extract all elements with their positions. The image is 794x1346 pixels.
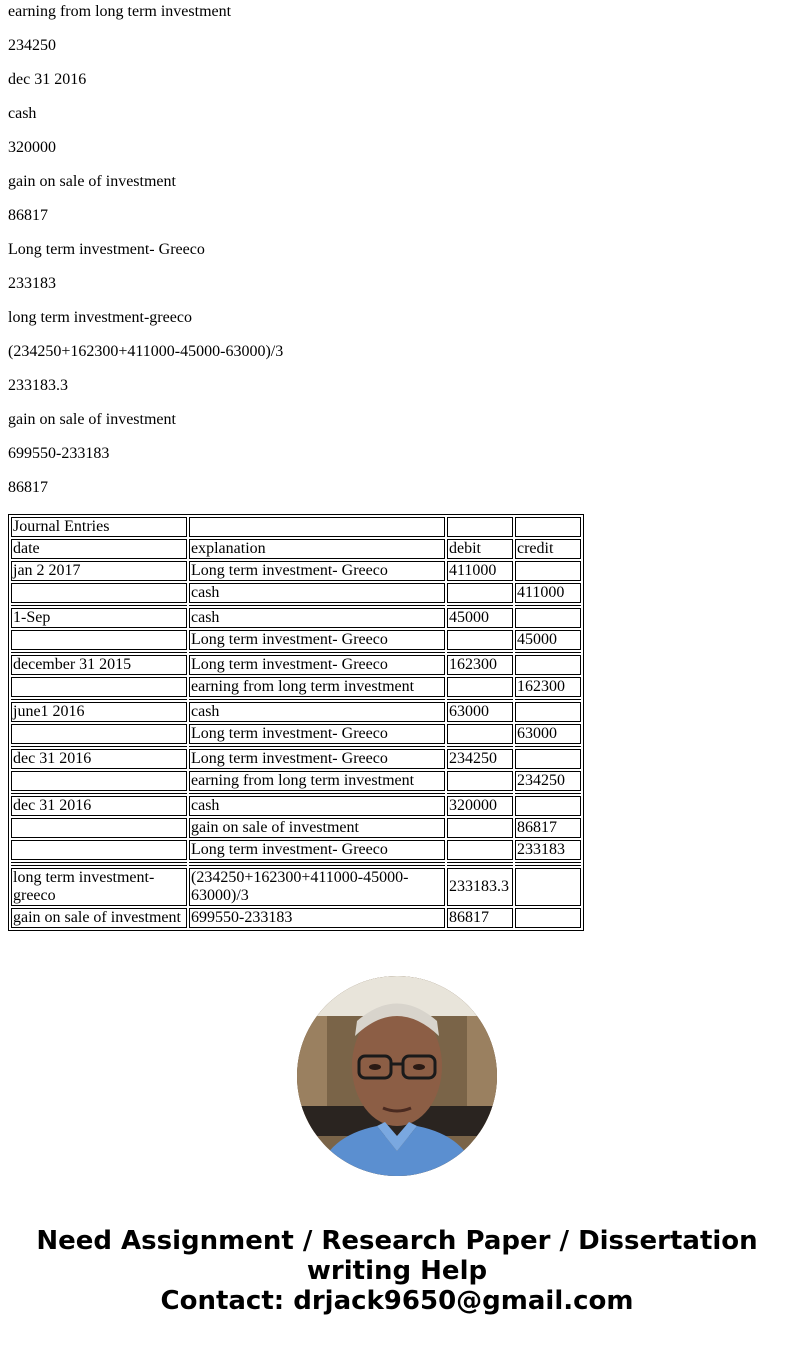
cell-credit [515, 561, 581, 581]
contact-banner [0, 1226, 794, 1316]
text-line: 233183 [8, 275, 56, 292]
cta-contact-email[interactable]: Contact: drjack9650@gmail.com [160, 1286, 634, 1316]
cell-date [11, 840, 187, 860]
cell-explanation: (234250+162300+411000-45000-63000)/3 [189, 868, 445, 906]
text-line: 699550-233183 [8, 445, 110, 462]
author-photo [297, 976, 497, 1176]
text-line: cash [8, 105, 37, 122]
row-separator [11, 862, 581, 863]
cell-debit: 233183.3 [447, 868, 513, 906]
cell-explanation: Long term investment- Greeco [189, 749, 445, 769]
row-separator [11, 865, 581, 866]
cell-date [11, 724, 187, 744]
cell-credit: 86817 [515, 818, 581, 838]
cell-credit [515, 702, 581, 722]
column-header-date: date [11, 539, 187, 559]
cell-debit [447, 630, 513, 650]
cell-date: dec 31 2016 [11, 749, 187, 769]
cell-credit [515, 655, 581, 675]
row-separator [11, 699, 581, 700]
table-row [11, 724, 581, 744]
table-row [11, 908, 581, 928]
text-line: 233183.3 [8, 377, 68, 394]
text-line: Long term investment- Greeco [8, 241, 205, 258]
cell-debit: 411000 [447, 561, 513, 581]
table-row [11, 583, 581, 603]
cell-explanation: earning from long term investment [189, 677, 445, 697]
column-header-debit: debit [447, 539, 513, 559]
row-separator [11, 605, 581, 606]
cell-explanation: cash [189, 608, 445, 628]
table-row [11, 655, 581, 675]
cell-explanation: cash [189, 796, 445, 816]
text-line: dec 31 2016 [8, 71, 87, 88]
column-header-credit: credit [515, 539, 581, 559]
cell-date [11, 677, 187, 697]
row-separator [11, 793, 581, 794]
cell-explanation: 699550-233183 [189, 908, 445, 928]
cell-date [11, 771, 187, 791]
text-line: (234250+162300+411000-45000-63000)/3 [8, 343, 284, 360]
text-line: gain on sale of investment [8, 173, 176, 190]
table-row [11, 840, 581, 860]
cell-credit [515, 796, 581, 816]
cell-credit: 162300 [515, 677, 581, 697]
text-line: earning from long term investment [8, 3, 232, 20]
cell-explanation: cash [189, 583, 445, 603]
cell-debit [447, 724, 513, 744]
cell-debit: 63000 [447, 702, 513, 722]
table-row [11, 771, 581, 791]
text-line: long term investment-greeco [8, 309, 192, 326]
cell-debit [447, 840, 513, 860]
cell-date: 1-Sep [11, 608, 187, 628]
cell-explanation: gain on sale of investment [189, 818, 445, 838]
avatar [297, 976, 497, 1176]
table-row [11, 749, 581, 769]
cell-date: december 31 2015 [11, 655, 187, 675]
row-separator [11, 746, 581, 747]
cell-date: june1 2016 [11, 702, 187, 722]
cell-explanation: earning from long term investment [189, 771, 445, 791]
cell-credit: 411000 [515, 583, 581, 603]
cell-credit [515, 608, 581, 628]
column-header-explanation: explanation [189, 539, 445, 559]
table-header-row [11, 539, 581, 559]
cell-debit [447, 677, 513, 697]
text-line: 234250 [8, 37, 56, 54]
cell-explanation: Long term investment- Greeco [189, 724, 445, 744]
text-lines [8, 3, 768, 513]
table-row [11, 608, 581, 628]
cell-date: long term investment-greeco [11, 868, 187, 906]
cell-debit: 45000 [447, 608, 513, 628]
cell-date [11, 583, 187, 603]
table-row [11, 796, 581, 816]
cell-explanation: cash [189, 702, 445, 722]
cell-debit: 234250 [447, 749, 513, 769]
table-title: Journal Entries [11, 517, 187, 537]
cell-credit: 234250 [515, 771, 581, 791]
table-row [11, 561, 581, 581]
text-line: 86817 [8, 207, 48, 224]
table-row [11, 702, 581, 722]
cell-explanation: Long term investment- Greeco [189, 630, 445, 650]
table-row [11, 818, 581, 838]
cta-line-2: writing Help [306, 1256, 488, 1286]
cta-line-1: Need Assignment / Research Paper / Dissertation [36, 1226, 758, 1256]
cell-credit [515, 749, 581, 769]
cell-debit [447, 818, 513, 838]
cell-explanation: Long term investment- Greeco [189, 840, 445, 860]
cell-credit: 233183 [515, 840, 581, 860]
cell-date [11, 818, 187, 838]
text-line: 86817 [8, 479, 48, 496]
cell-debit [447, 583, 513, 603]
cell-date: jan 2 2017 [11, 561, 187, 581]
cell-debit: 162300 [447, 655, 513, 675]
journal-entries-table [8, 514, 584, 931]
cell-date [11, 630, 187, 650]
cell-explanation: Long term investment- Greeco [189, 655, 445, 675]
table-row [11, 677, 581, 697]
cell-debit: 320000 [447, 796, 513, 816]
cell-debit: 86817 [447, 908, 513, 928]
table-row [11, 630, 581, 650]
row-separator [11, 652, 581, 653]
cell-explanation: Long term investment- Greeco [189, 561, 445, 581]
cell-date: dec 31 2016 [11, 796, 187, 816]
cell-credit [515, 908, 581, 928]
cell-credit: 63000 [515, 724, 581, 744]
cell-debit [447, 771, 513, 791]
text-line: 320000 [8, 139, 56, 156]
table-row [11, 868, 581, 906]
cell-credit [515, 868, 581, 906]
cell-date: gain on sale of investment [11, 908, 187, 928]
cell-credit: 45000 [515, 630, 581, 650]
text-line: gain on sale of investment [8, 411, 176, 428]
table-title-row [11, 517, 581, 537]
